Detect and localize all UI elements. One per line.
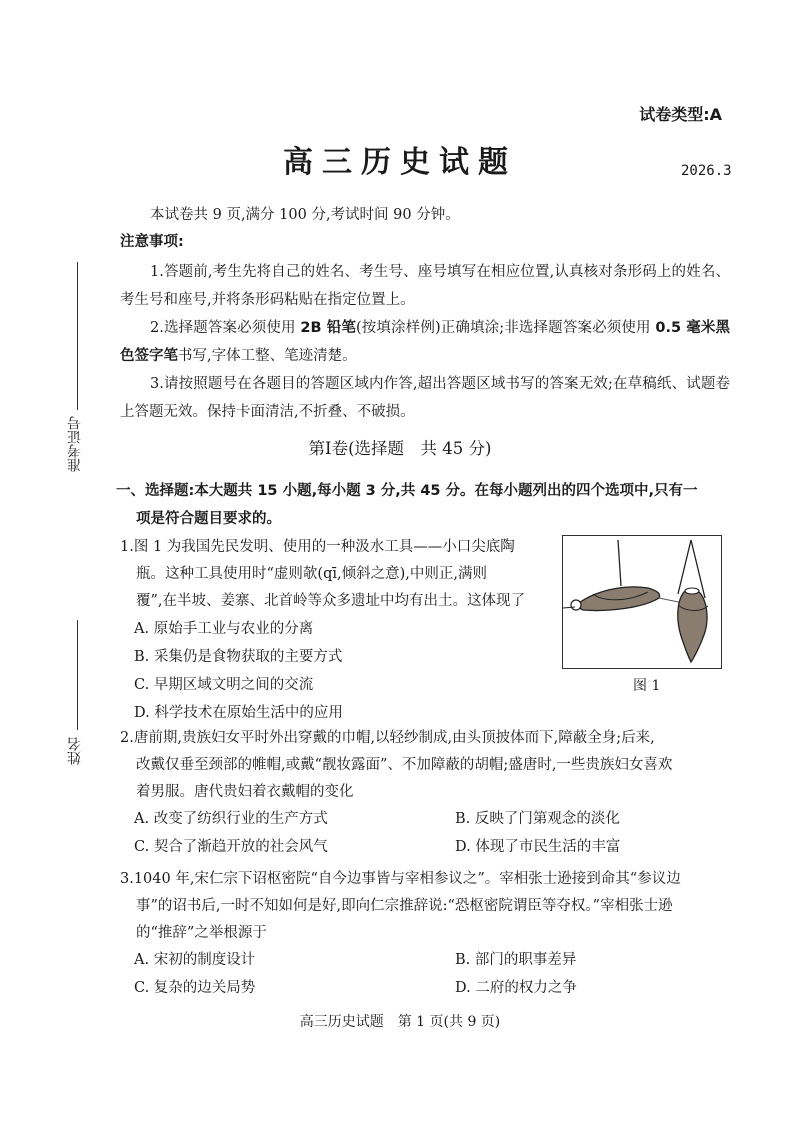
- option-a[interactable]: A. 改变了纺织行业的生产方式: [134, 811, 328, 827]
- notice-item-1: 1.答题前,考生先将自己的姓名、考生号、座号填写在相应位置,认真核对条形码上的姓名、考生号和座号,并将条形码粘贴在指定位置上。: [120, 264, 730, 308]
- pointed-bottom-bottle-illustration: [563, 536, 720, 667]
- exam-id-label: 准考证号: [67, 416, 83, 472]
- section-title: 第Ⅰ卷(选择题 共 45 分): [308, 439, 492, 458]
- question-1: 1.图 1 为我国先民发明、使用的一种汲水工具——小口尖底陶 瓶。这种工具使用时“虚则欹(qī,倾斜之意),中则正,满则 覆”,在半坡、姜寨、北首岭等众多遗址中均有出土。这体现了: [120, 539, 526, 609]
- option-c[interactable]: C. 早期区域文明之间的交流: [134, 677, 314, 693]
- name-line: [77, 620, 78, 730]
- option-d[interactable]: D. 二府的权力之争: [455, 980, 577, 996]
- option-b[interactable]: B. 部门的职事差异: [455, 952, 577, 968]
- option-d[interactable]: D. 体现了市民生活的丰富: [455, 839, 621, 855]
- part-heading: 一、选择题:本大题共 15 小题,每小题 3 分,共 45 分。在每小题列出的四个选项中,只有一 项是符合题目要求的。: [116, 483, 698, 527]
- question-2: 2.唐前期,贵族妇女平时外出穿戴的巾帽,以轻纱制成,由头顶披体而下,障蔽全身;后来, 改戴仅垂至颈部的帷帽,或戴“靓妆露面”、不加障蔽的胡帽;盛唐时,一些贵族妇女喜欢 着男服。唐代贵妇着衣戴帽的变化: [120, 730, 673, 800]
- intro-text: 本试卷共 9 页,满分 100 分,考试时间 90 分钟。: [150, 207, 460, 223]
- question-1-options: [134, 615, 343, 727]
- exam-date: 2026.3: [681, 163, 732, 179]
- figure-1: [562, 535, 722, 669]
- notice-item-3: 3.请按照题号在各题目的答题区域内作答,超出答题区域书写的答案无效;在草稿纸、试题卷上答题无效。保持卡面清洁,不折叠、不破损。: [120, 376, 730, 420]
- question-3: 3.1040 年,宋仁宗下诏枢密院“自今边事皆与宰相参议之”。宰相张士逊接到命其“参议边 事”的诏书后,一时不知如何是好,即向仁宗推辞说:“恐枢密院谓臣等夺权。”宰相张士逊 的“推辞”之举根源于: [120, 871, 681, 941]
- option-a[interactable]: A. 宋初的制度设计: [134, 952, 256, 968]
- notice-item-2: 2.选择题答案必须使用 2B 铅笔(按填涂样例)正确填涂;非选择题答案必须使用 0.5 毫米黑色签字笔书写,字体工整、笔迹清楚。: [120, 320, 730, 364]
- option-b[interactable]: B. 采集仍是食物获取的主要方式: [134, 649, 343, 665]
- exam-id-line: [77, 262, 78, 410]
- option-d[interactable]: D. 科学技术在原始生活中的应用: [134, 705, 343, 721]
- option-a[interactable]: A. 原始手工业与农业的分离: [134, 621, 314, 637]
- option-c[interactable]: C. 复杂的边关局势: [134, 980, 256, 996]
- paper-type: 试卷类型:A: [639, 105, 722, 124]
- option-b[interactable]: B. 反映了门第观念的淡化: [455, 811, 620, 827]
- page-footer: 高三历史试题 第 1 页(共 9 页): [299, 1014, 501, 1030]
- notice-title: 注意事项:: [120, 234, 184, 250]
- figure-1-caption: 图 1: [633, 678, 661, 694]
- option-c[interactable]: C. 契合了渐趋开放的社会风气: [134, 839, 328, 855]
- page-title: 高三历史试题: [283, 145, 517, 180]
- name-label: 姓名: [67, 737, 83, 765]
